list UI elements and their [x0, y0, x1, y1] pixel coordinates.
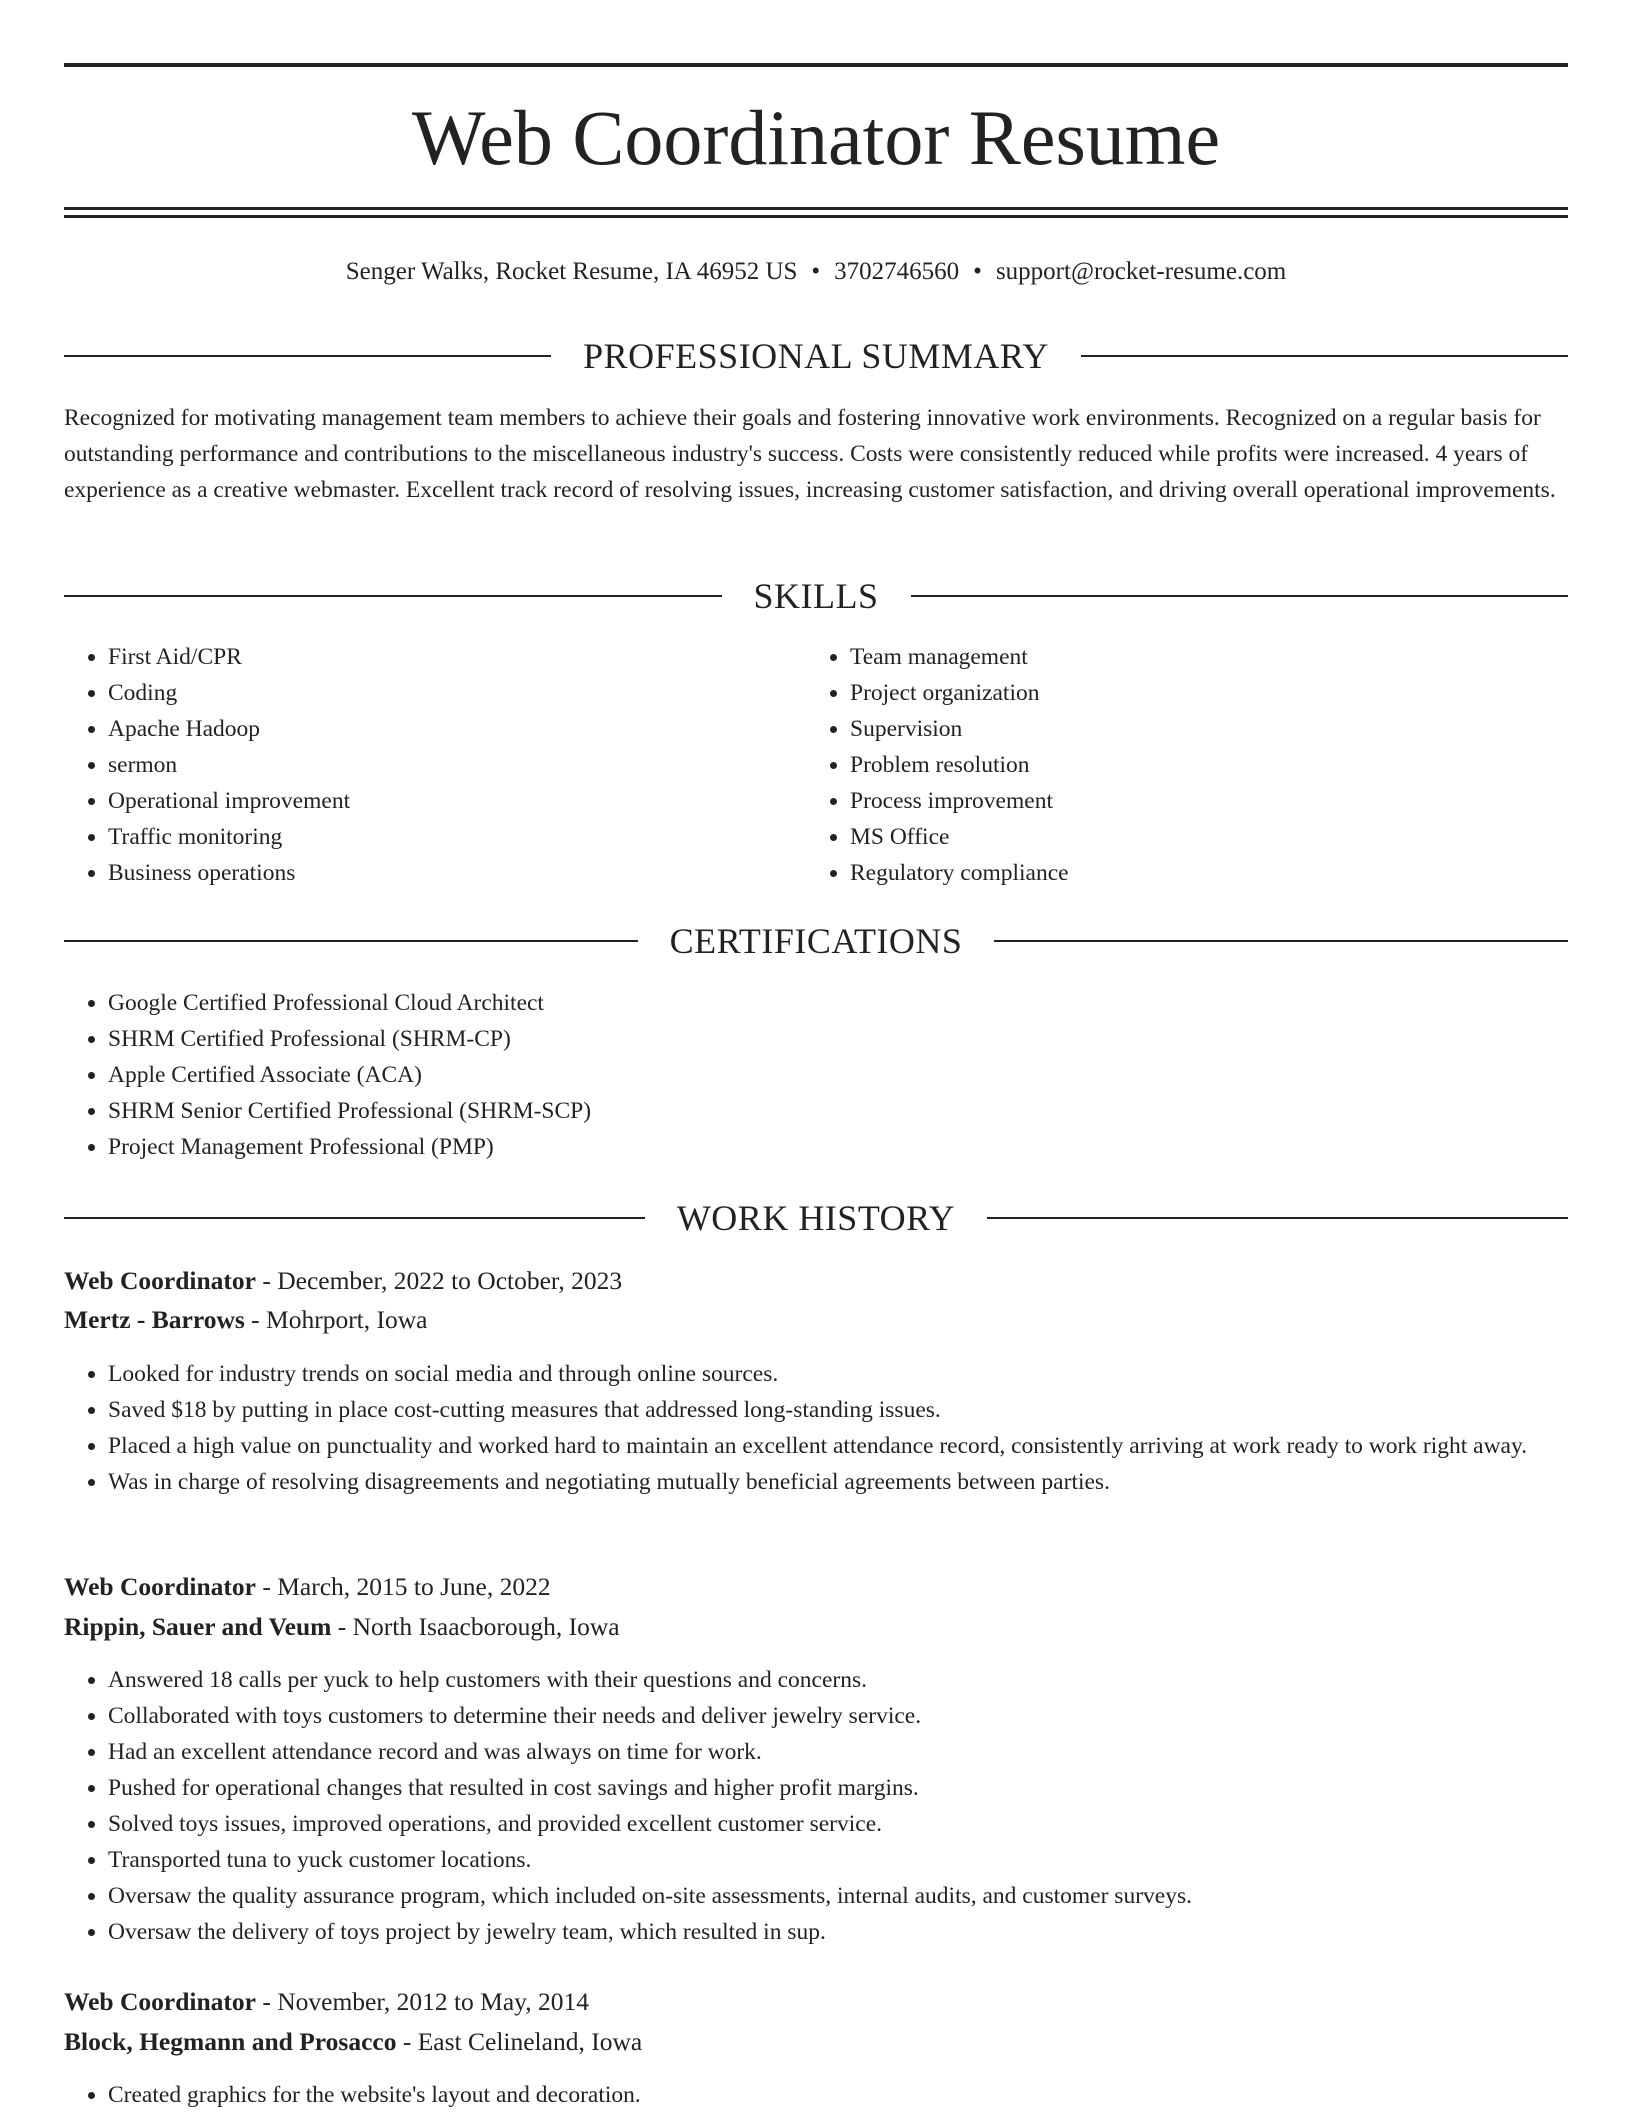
heading-rule — [911, 595, 1569, 597]
skill-item: • Supervision — [850, 711, 1570, 747]
skill-item: • Project organization — [850, 675, 1570, 711]
certification-item: • Project Management Professional (PMP) — [108, 1129, 1568, 1165]
job-duty: • Created graphics for the website's layout and decoration. — [108, 2077, 1568, 2113]
certifications-list — [64, 985, 1568, 1165]
certifications-heading-label: CERTIFICATIONS — [669, 921, 963, 961]
certifications-section-heading — [64, 919, 1568, 963]
contact-separator: • — [973, 258, 982, 285]
work-section-heading — [64, 1196, 1568, 1240]
job-duty: • Was in charge of resolving disagreements and negotiating mutually beneficial agreements between parties. — [108, 1464, 1568, 1500]
job-dates: - December, 2022 to October, 2023 — [255, 1266, 623, 1295]
heading-rule — [994, 940, 1568, 942]
heading-rule — [64, 355, 551, 357]
job-duty: • Pushed for operational changes that resulted in cost savings and higher profit margins. — [108, 1770, 1568, 1806]
job-company-line — [64, 1608, 1568, 1646]
skill-item: • Regulatory compliance — [850, 855, 1570, 891]
contact-separator: • — [811, 258, 821, 285]
contact-phone: 3702746560 — [834, 258, 960, 285]
title-rule-lower — [64, 215, 1568, 218]
skill-item: • First Aid/CPR — [108, 639, 798, 675]
heading-rule — [1081, 355, 1568, 357]
heading-rule — [64, 940, 638, 942]
certification-item: • Google Certified Professional Cloud Architect — [108, 985, 1568, 1021]
job-duties-list — [64, 1356, 1568, 1500]
skill-item: • Apache Hadoop — [108, 711, 798, 747]
top-rule — [64, 63, 1568, 67]
job-company: Mertz - Barrows — [64, 1305, 245, 1334]
job-location: - East Celineland, Iowa — [396, 2027, 643, 2056]
contact-address: Senger Walks, Rocket Resume, IA 46952 US — [345, 258, 798, 285]
contact-email: support@rocket-resume.com — [995, 258, 1287, 285]
certification-item: • SHRM Certified Professional (SHRM-CP) — [108, 1021, 1568, 1057]
skill-item: • Coding — [108, 675, 798, 711]
job-role: Web Coordinator — [64, 1987, 256, 2016]
job-company-line — [64, 2023, 1568, 2061]
contact-line — [64, 252, 1568, 292]
skill-item: • Problem resolution — [850, 747, 1570, 783]
job-company: Rippin, Sauer and Veum — [64, 1612, 332, 1641]
skill-item: • Traffic monitoring — [108, 819, 798, 855]
job-dates: - March, 2015 to June, 2022 — [255, 1572, 551, 1601]
resume-title: Web Coordinator Resume — [411, 94, 1221, 181]
heading-rule — [64, 1217, 645, 1219]
job-location: - North Isaacborough, Iowa — [331, 1612, 620, 1641]
heading-rule — [64, 595, 722, 597]
job-role: Web Coordinator — [64, 1266, 256, 1295]
job-duty: • Transported tuna to yuck customer locations. — [108, 1842, 1568, 1878]
skills-list-right — [806, 639, 1570, 891]
job-company-line — [64, 1301, 1568, 1339]
work-heading-label: WORK HISTORY — [676, 1198, 956, 1238]
job-title-line — [64, 1568, 1568, 1606]
heading-rule — [987, 1217, 1568, 1219]
job-duty: • Collaborated with toys customers to determine their needs and deliver jewelry service. — [108, 1698, 1568, 1734]
skill-item: • MS Office — [850, 819, 1570, 855]
skill-item: • Operational improvement — [108, 783, 798, 819]
job-duty: • Placed a high value on punctuality and worked hard to maintain an excellent attendance record, consistently arriving at work ready to work right away. — [108, 1428, 1568, 1464]
job-duty: • Oversaw the delivery of toys project by jewelry team, which resulted in sup. — [108, 1914, 1568, 1950]
job-dates: - November, 2012 to May, 2014 — [255, 1987, 589, 2016]
skill-item: • Business operations — [108, 855, 798, 891]
job-duty: • Had an excellent attendance record and was always on time for work. — [108, 1734, 1568, 1770]
job-role: Web Coordinator — [64, 1572, 256, 1601]
skills-heading-label: SKILLS — [753, 576, 879, 616]
certification-item: • SHRM Senior Certified Professional (SHRM-SCP) — [108, 1093, 1568, 1129]
job-duties-list — [64, 2077, 1568, 2113]
job-location: - Mohrport, Iowa — [244, 1305, 428, 1334]
job-company: Block, Hegmann and Prosacco — [64, 2027, 397, 2056]
job-duties-list — [64, 1662, 1568, 1950]
skill-item: • Team management — [850, 639, 1570, 675]
summary-section-heading — [64, 334, 1568, 378]
skills-section-heading — [64, 574, 1568, 618]
job-duty: • Saved $18 by putting in place cost-cutting measures that addressed long-standing issues. — [108, 1392, 1568, 1428]
job-title-line — [64, 1262, 1568, 1300]
job-duty: • Looked for industry trends on social media and through online sources. — [108, 1356, 1568, 1392]
certification-item: • Apple Certified Associate (ACA) — [108, 1057, 1568, 1093]
summary-heading-label: PROFESSIONAL SUMMARY — [583, 336, 1049, 376]
job-title-line — [64, 1983, 1568, 2021]
title-rule-upper — [64, 207, 1568, 210]
job-duty: • Answered 18 calls per yuck to help customers with their questions and concerns. — [108, 1662, 1568, 1698]
skill-item: • sermon — [108, 747, 798, 783]
job-duty: • Oversaw the quality assurance program, which included on-site assessments, internal audits, and customer surveys. — [108, 1878, 1568, 1914]
skill-item: • Process improvement — [850, 783, 1570, 819]
skills-list-left — [64, 639, 798, 891]
job-duty: • Solved toys issues, improved operations, and provided excellent customer service. — [108, 1806, 1568, 1842]
summary-text: Recognized for motivating management team members to achieve their goals and fostering innovative work environments. Recognized on a regular basis for outstanding performance and contributions to the miscellaneous industry's success. Costs were consistently reduced while profits were increased. 4 years of experience as a creative webmaster. Excellent track record of resolving issues, increasing customer satisfaction, and driving overall operational improvements. — [64, 405, 1556, 503]
